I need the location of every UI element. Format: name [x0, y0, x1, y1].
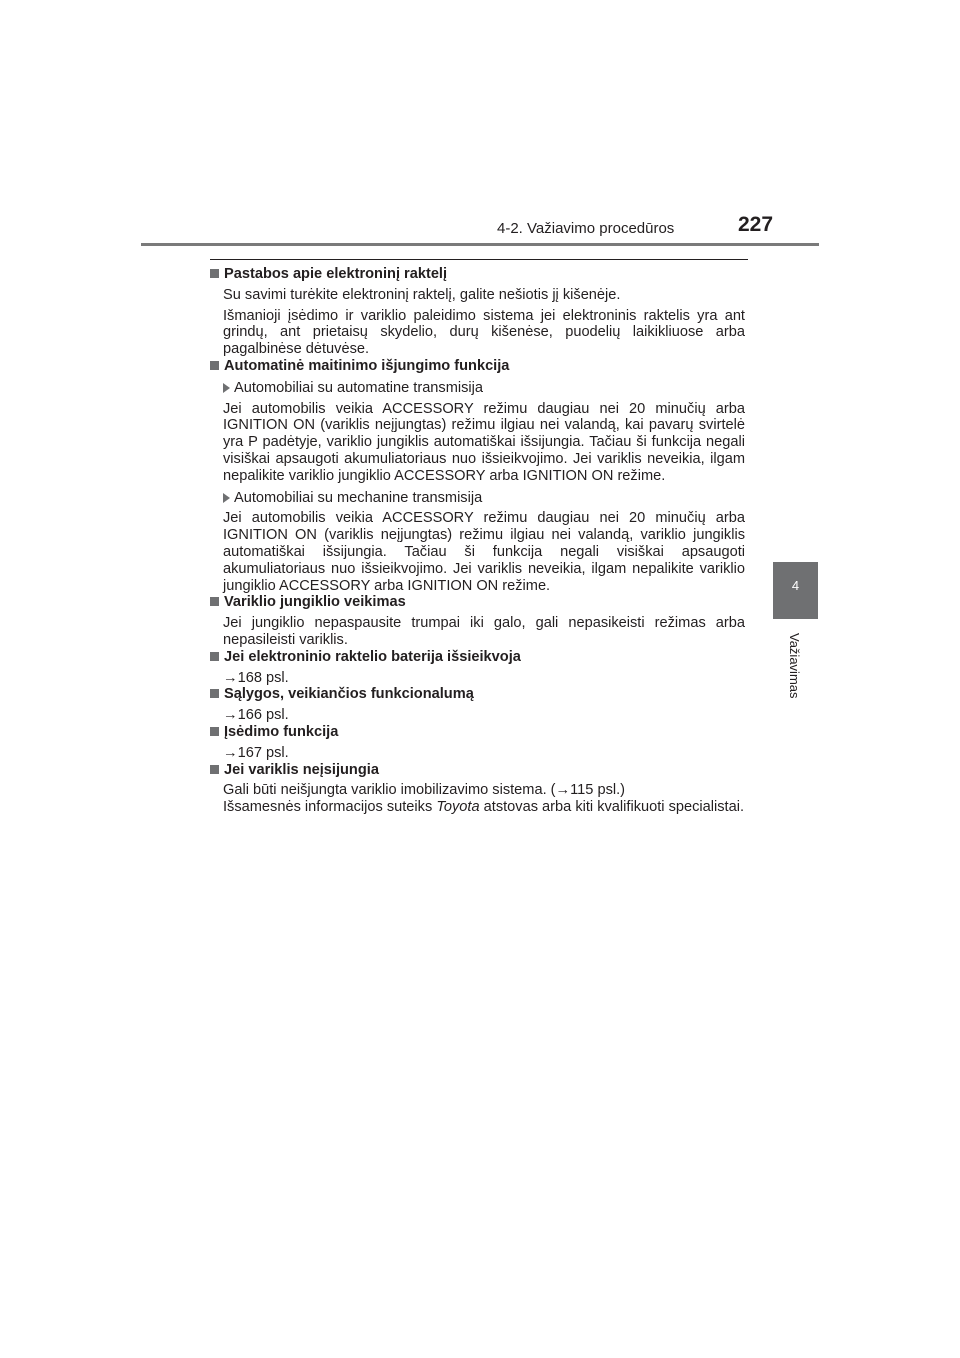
section-heading: [210, 724, 745, 741]
chapter-tab-label-wrap: [787, 633, 805, 713]
content-divider: [210, 259, 748, 260]
section-heading-text: Sąlygos, veikiančios funkcionalumą: [224, 686, 474, 703]
triangle-bullet-icon: [223, 383, 230, 393]
section-conditions: [210, 686, 745, 724]
section-electronic-key: [210, 266, 745, 358]
page-reference: →167 psl.: [223, 744, 289, 761]
section-key-battery: [210, 649, 745, 687]
section-heading: [210, 649, 745, 666]
page-reference: →168 psl.: [223, 669, 289, 686]
chapter-tab-number: 4: [791, 578, 800, 593]
section-engine-not-start: [210, 762, 745, 816]
section-heading-text: Pastabos apie elektroninį raktelį: [224, 266, 448, 282]
triangle-bullet-icon: [223, 493, 230, 503]
paragraph: Jei automobilis veikia ACCESSORY režimu daugiau nei 20 minučių arba IGNITION ON (variklis neįjungtas) režimu ilgiau nei valandą, kai pavarų svirtelė yra P padėtyje, variklio jungiklis automatiškai išsijungia. Tačiau ši funkcija negali visiškai apsaugoti akumuliatoriaus nuo išsieikvojimo. Jei variklis neveikia, ilgam nepalikite variklio jungiklio ACCESSORY arba IGNITION ON režime.: [223, 400, 745, 484]
paragraph: Su savimi turėkite elektroninį raktelį, galite nešiotis jį kišenėje.: [223, 286, 621, 303]
header-section-title: 4-2. Važiavimo procedūros: [497, 220, 675, 237]
section-heading-text: Variklio jungiklio veikimas: [224, 594, 406, 611]
square-bullet-icon: [210, 597, 219, 606]
paragraph-text: Išsamesnės informacijos suteiks: [223, 799, 437, 816]
paragraph-text: atstovas arba kiti kvalifikuoti specialistai.: [479, 799, 745, 816]
section-auto-power-off: [210, 358, 745, 594]
section-heading: [210, 266, 745, 283]
page-number: 227: [738, 213, 774, 236]
section-heading: [210, 594, 745, 611]
subheading-text: Automobiliai su automatine transmisija: [234, 379, 484, 396]
square-bullet-icon: [210, 689, 219, 698]
square-bullet-icon: [210, 361, 219, 370]
square-bullet-icon: [210, 765, 219, 774]
page-reference: →166 psl.: [223, 707, 289, 724]
header-divider: [141, 243, 819, 246]
page-content: [210, 266, 745, 816]
paragraph: [223, 799, 745, 816]
section-heading-text: Automatinė maitinimo išjungimo funkcija: [224, 357, 510, 374]
section-heading: [210, 686, 745, 703]
section-heading-text: Jei variklis neįsijungia: [224, 761, 379, 778]
subheading: [223, 490, 745, 507]
section-heading: [210, 762, 745, 779]
paragraph: Išmanioji įsėdimo ir variklio paleidimo sistema jei elektroninis raktelis yra ant grindų, ant prietaisų skydelio, durų kišenėse, puodelių laikikliuose arba pagalbinėse dėtuvėse.: [223, 307, 745, 358]
section-heading: [210, 358, 745, 375]
section-heading-text: Įsėdimo funkcija: [224, 723, 339, 740]
chapter-tab-label: Važiavimas: [787, 633, 802, 699]
brand-name: Toyota: [436, 799, 480, 816]
subheading: [223, 380, 745, 397]
square-bullet-icon: [210, 269, 219, 278]
section-heading-text: Jei elektroninio raktelio baterija išsieikvoja: [224, 648, 521, 665]
section-engine-switch: [210, 594, 745, 648]
square-bullet-icon: [210, 727, 219, 736]
square-bullet-icon: [210, 652, 219, 661]
subheading-text: Automobiliai su mechanine transmisija: [234, 489, 483, 506]
paragraph: Jei automobilis veikia ACCESSORY režimu daugiau nei 20 minučių arba IGNITION ON (variklis neįjungtas) režimu ilgiau nei valandą, variklio jungiklis automatiškai išsijungia. Tačiau ši funkcija negali visiškai apsaugoti akumuliatoriaus nuo išsieikvojimo. Jei variklis neveikia, ilgam nepalikite variklio jungiklio ACCESSORY arba IGNITION ON režime.: [223, 510, 745, 594]
paragraph: Jei jungiklio nepaspausite trumpai iki galo, gali nepasikeisti režimas arba nepasileisti variklis.: [223, 615, 745, 648]
section-entry-function: [210, 724, 745, 762]
paragraph: Gali būti neišjungta variklio imobilizavimo sistema. (→115 psl.): [223, 782, 626, 799]
